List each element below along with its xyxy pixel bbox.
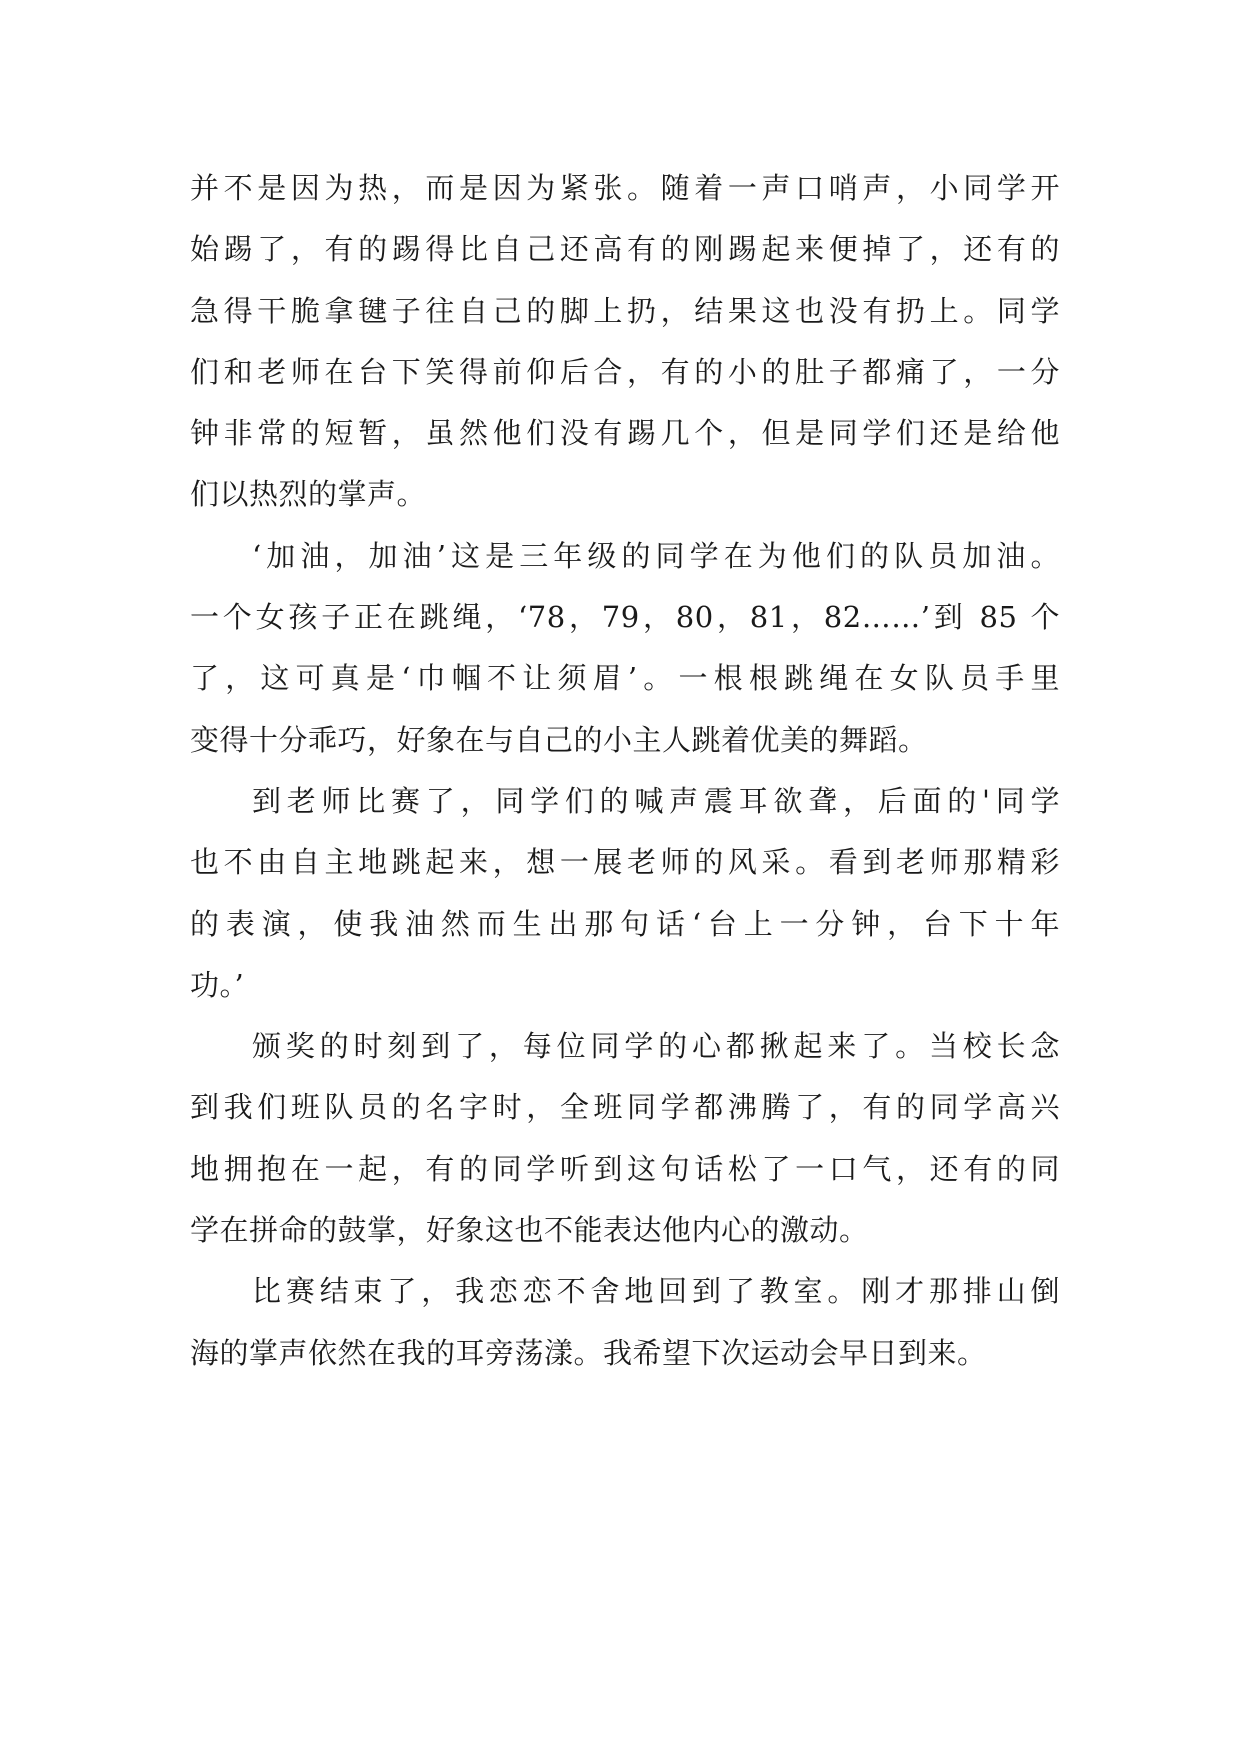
- paragraph-4-line-3: 地拥抱在一起，有的同学听到这句话松了一口气，还有的同: [190, 1151, 1060, 1186]
- paragraph-3-line-1: 到老师比赛了，同学们的喊声震耳欲聋，后面的'同学: [252, 783, 1060, 818]
- paragraph-1-line-3: 急得干脆拿毽子往自己的脚上扔，结果这也没有扔上。同学: [190, 293, 1060, 328]
- paragraph-3-line-4: 功。’: [190, 967, 245, 1002]
- paragraph-1-line-4: 们和老师在台下笑得前仰后合，有的小的肚子都痛了，一分: [190, 354, 1060, 389]
- paragraph-5-line-2: 海的掌声依然在我的耳旁荡漾。我希望下次运动会早日到来。: [190, 1335, 987, 1370]
- paragraph-5-line-1: 比赛结束了，我恋恋不舍地回到了教室。刚才那排山倒: [252, 1274, 1060, 1309]
- paragraph-4-line-4: 学在拼命的鼓掌，好象这也不能表达他内心的激动。: [190, 1213, 869, 1248]
- paragraph-2-line-4: 变得十分乖巧，好象在与自己的小主人跳着优美的舞蹈。: [190, 722, 928, 757]
- paragraph-2-line-3: 了，这可真是‘巾帼不让须眉’。一根根跳绳在女队员手里: [190, 661, 1060, 696]
- paragraph-1-line-2: 始踢了，有的踢得比自己还高有的刚踢起来便掉了，还有的: [190, 232, 1060, 267]
- essay-body: [190, 158, 1060, 1384]
- paragraph-4-line-1: 颁奖的时刻到了，每位同学的心都揪起来了。当校长念: [252, 1029, 1060, 1064]
- paragraph-1-line-1: 并不是因为热，而是因为紧张。随着一声口哨声，小同学开: [190, 171, 1060, 205]
- paragraph-2-line-2: 一个女孩子正在跳绳，‘78，79，80，81，82……’到 85 个: [190, 600, 1060, 635]
- paragraph-3-line-3: 的表演，使我油然而生出那句话‘台上一分钟，台下十年: [190, 906, 1060, 941]
- paragraph-1-line-5: 钟非常的短暂，虽然他们没有踢几个，但是同学们还是给他: [190, 416, 1060, 451]
- paragraph-4-line-2: 到我们班队员的名字时，全班同学都沸腾了，有的同学高兴: [190, 1090, 1060, 1125]
- paragraph-3-line-2: 也不由自主地跳起来，想一展老师的风采。看到老师那精彩: [190, 845, 1060, 880]
- paragraph-1-line-6: 们以热烈的掌声。: [190, 477, 427, 512]
- paragraph-2-line-1: ‘加油，加油’这是三年级的同学在为他们的队员加油。: [252, 538, 1060, 573]
